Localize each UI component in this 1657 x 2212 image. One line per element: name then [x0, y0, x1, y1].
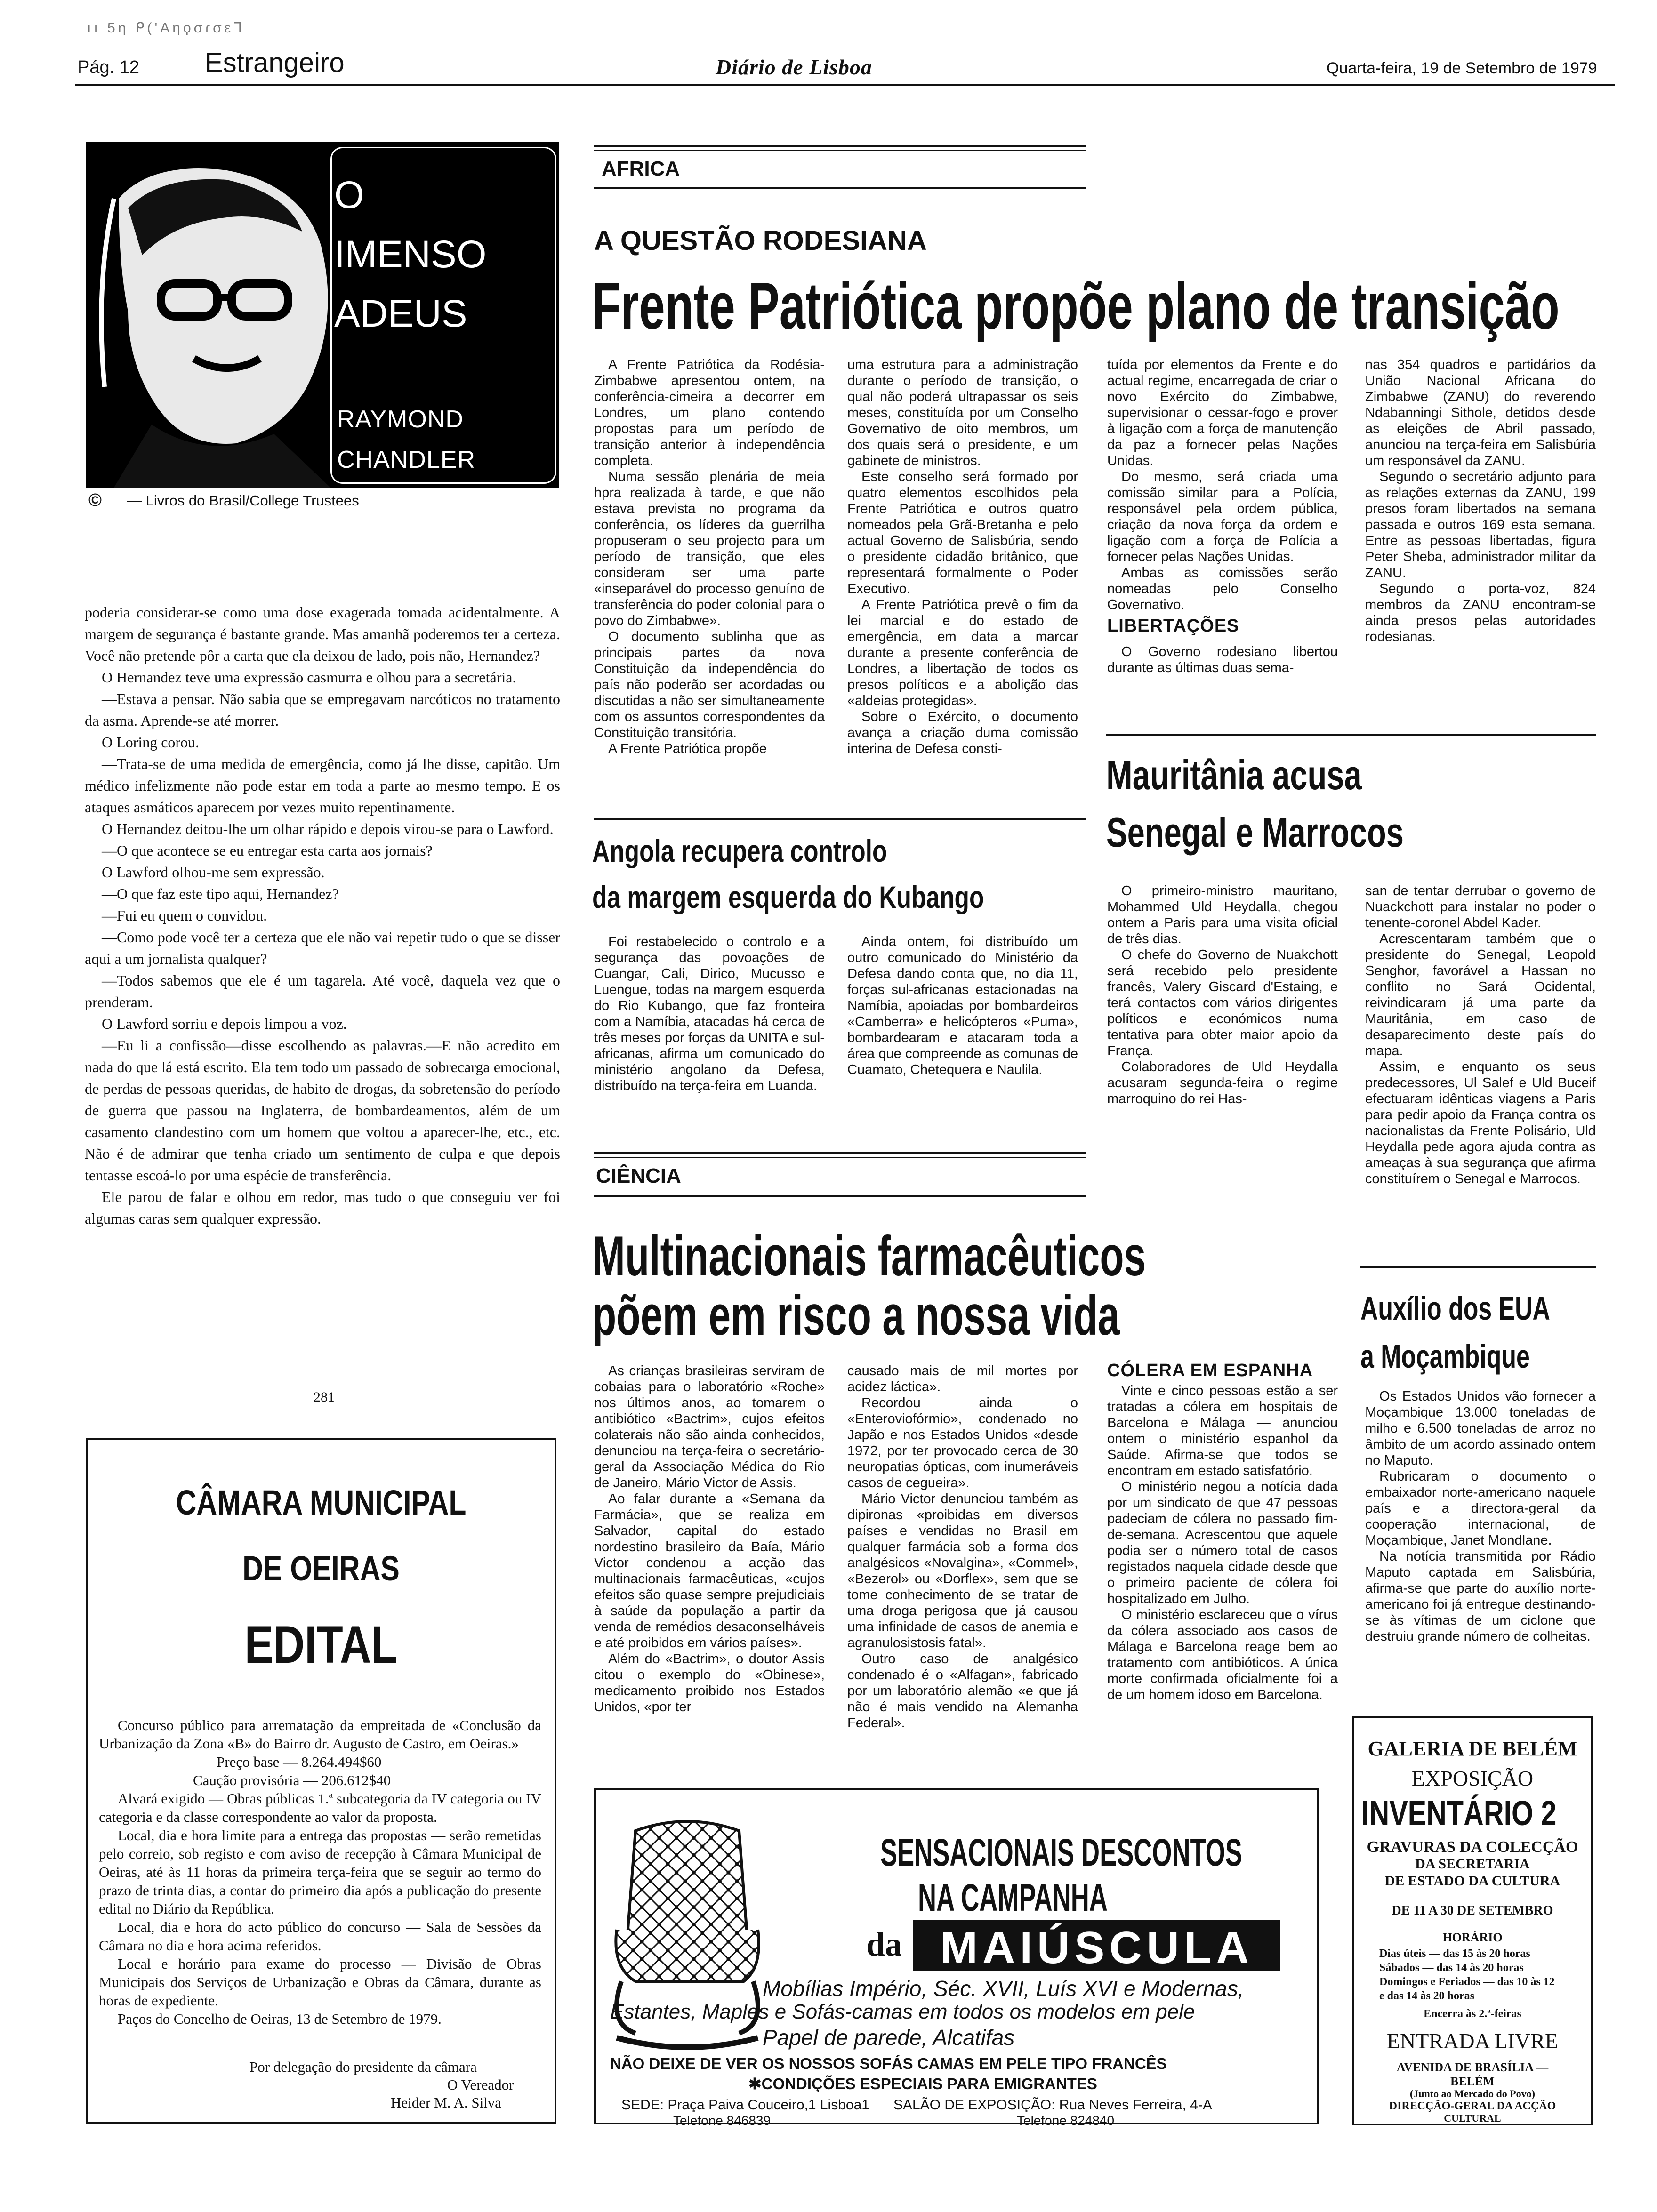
eua-col — [1365, 1388, 1596, 1718]
novel-paragraph: —O que acontece se eu entregar esta carta aos jornais? — [102, 842, 433, 859]
novel-paragraph: O Lawford sorriu e depois limpou a voz. — [102, 1015, 347, 1032]
ciencia-rule-bottom — [594, 1195, 1086, 1197]
angola-paragraph: Ainda ontem, foi distribuído um outro comunicado do Ministério da Defesa dando conta que, no dia 11, forças sul-africanas estacionadas na Namíbia, apoiadas por bombardeiros «Camberra» e helicópteros «Puma», bombardearam e atacaram toda a área que compreende as comunas de Cuamato, Chetequera e Naulila. — [847, 934, 1078, 1077]
eua-rule — [1360, 1266, 1596, 1268]
galeria-exposicao: EXPOSIÇÃO — [1411, 1766, 1534, 1790]
edital-paragraph: Preço base — 8.264.494$60 — [217, 1754, 382, 1770]
mauritania-paragraph: O chefe do Governo de Nuakchott será recebido pelo presidente francês, Valery Giscard d'Estaing, e terá contactos com vários dirigentes políticos e económicos numa tentativa para obter maior apoio da França. — [1107, 947, 1338, 1058]
africa-paragraph: O documento sublinha que as principais partes da nova Constituição da independência do país não poderão ser acordadas ou discutidas a não ser simultaneamente com os assuntos correspondentes da Constituição transitória. — [594, 629, 825, 740]
ciencia-rule-top-2 — [594, 1157, 1086, 1158]
eua-paragraph: Os Estados Unidos vão fornecer a Moçambique 13.000 toneladas de milho e 6.500 toneladas de arroz no âmbito de um acordo assinado ontem no Maputo. — [1365, 1389, 1596, 1468]
africa-paragraph: Segundo o porta-voz, 824 membros da ZANU encontram-se ainda presos pelas autoridades rodesianas. — [1365, 581, 1596, 644]
africa-paragraph: nas 354 quadros e partidários da União Nacional Africana do Zimbabwe (ZANU) do reverendo Ndabanningi Sithole, detidos desde as eleições de Abril passado, anunciou na terça-feira em Salisbúria um responsável da ZANU. — [1365, 357, 1596, 468]
novel-paragraph: —Como pode você ter a certeza que ele não vai repetir tudo o que se disser aqui a um jornalista qualquer? — [85, 929, 560, 967]
edital-paragraph: Caução provisória — 206.612$40 — [193, 1772, 391, 1788]
galeria-inventario: INVENTÁRIO 2 — [1361, 1794, 1557, 1833]
africa-paragraph: Do mesmo, será criada uma comissão similar para a Polícia, responsável pela ordem pública, criação da nova força da ordem e ligação com a força de Polícia a fornecer pelas Nações Unidas. — [1107, 469, 1338, 564]
novel-page-number: 281 — [314, 1389, 335, 1405]
africa-col-1 — [594, 357, 825, 814]
africa-paragraph: Ambas as comissões serão nomeadas pelo Conselho Governativo. — [1107, 565, 1338, 612]
africa-paragraph: tuída por elementos da Frente e do actual regime, encarregada de criar o novo Exército do Zimbabwe, supervisionar o cessar-fogo e prover à ligação com a força de manutenção da paz a fornecer pelas Nações Unidas. — [1107, 357, 1338, 468]
section-title: Estrangeiro — [205, 48, 345, 78]
ciencia-section: CIÊNCIA — [596, 1164, 681, 1187]
angola-col-1 — [594, 934, 825, 1103]
novel-author — [337, 399, 475, 480]
colera-paragraph: O ministério negou a notícia dada por um sindicato de que 47 pessoas padeciam de cólera no passado fim-de-semana. Acrescentou que aquele podia ser o número total de casos registados naquela cidade desde que o primeiro paciente de cólera foi hospitalizado em Julho. — [1107, 1479, 1338, 1606]
eua-paragraph: Na notícia transmitida por Rádio Maputo captada em Salisbúria, afirma-se que parte do auxílio norte-americano foi já entregue destinando-se às vítimas de um ciclone que destruiu grande número de colheitas. — [1365, 1549, 1596, 1644]
libertacoes-subhead: LIBERTAÇÕES — [1107, 616, 1239, 636]
mauscula-salao: SALÃO DE EXPOSIÇÃO: Rua Neves Ferreira, 4-A — [893, 2097, 1212, 2113]
africa-kicker: A QUESTÃO RODESIANA — [594, 225, 927, 256]
galeria-entrada: ENTRADA LIVRE — [1386, 2029, 1559, 2053]
edital-title-2: DE OEIRAS — [242, 1549, 400, 1588]
edital-title-1: CÂMARA MUNICIPAL — [176, 1483, 467, 1522]
mauscula-body-2: Estantes, Maples e Sofás-camas em todos os modelos em pele — [610, 2000, 1195, 2023]
angola-headline-1: Angola recupera controlo — [592, 834, 887, 868]
mauritania-paragraph: Acrescentaram também que o presidente do Senegal, Leopold Senghor, favorável a Hassan no conflito no Sará Ocidental, reivindicaram já uma parte da Mauritânia, em caso de desaparecimento deste país do mapa. — [1365, 931, 1596, 1058]
galeria-sub-1: GRAVURAS DA COLECÇÃO — [1367, 1838, 1578, 1856]
colera-col — [1107, 1360, 1338, 1774]
colera-subhead: CÓLERA EM ESPANHA — [1107, 1361, 1313, 1380]
mauscula-da: da — [866, 1925, 902, 1963]
novel-paragraph: —Fui eu quem o convidou. — [102, 907, 267, 924]
africa-paragraph: uma estrutura para a administração durante o período de transição, o qual não poderá ultrapassar os seis meses, constituída por um Conselho Governativo de oito membros, um dos quais será o presidente, e um gabinete de ministros. — [847, 357, 1078, 468]
africa-paragraph: Este conselho será formado por quatro elementos escolhidos pela Frente Patriótica e outros quatro nomeados pela Grã-Bretanha e pelo actual Governo de Salisbúria, sendo o presidente cidadão britânico, que representará formalmente o Poder Executivo. — [847, 469, 1078, 596]
edital-signoff-2: O Vereador — [447, 2076, 514, 2093]
novel-paragraph: —Eu li a confissão—disse escolhendo as palavras.—E não acredito em nada do que lá está escrito. Ela tem todo um passado de sobrecarga emocional, de perdas de pessoas queridas, de habito de drogas, da sobretensão do período de guerra que passou na Inglaterra, de bombardeamentos, além de um casamento clandestino com um homem que voltou a aparecer-lhe, etc., etc. Não é de admirar que tenha criado um sentimento de culpa e que depois tentasse escoá-lo por uma espécie de transferência. — [85, 1037, 560, 1184]
galeria-hours-2: Sábados — das 14 às 20 horas — [1379, 1962, 1524, 1974]
novel-author-line: CHANDLER — [337, 446, 476, 473]
mauritania-paragraph: O primeiro-ministro mauritano, Mohammed Uld Heydalla, chegou ontem a Paris para uma visita oficial de três dias. — [1107, 883, 1338, 946]
galeria-address-4: DIRECÇÃO-GERAL DA ACÇÃO — [1389, 2100, 1556, 2112]
africa-rule-top — [594, 145, 1086, 147]
ciencia-paragraph: Além do «Bactrim», o doutor Assis citou o exemplo do «Obinese», medicamento proibido nos Estados Unidos, «por ter — [594, 1651, 825, 1715]
novel-title-line: ADEUS — [334, 292, 467, 335]
mauscula-line-2: NA CAMPANHA — [918, 1876, 1108, 1919]
mauritania-headline-1: Mauritânia acusa — [1106, 752, 1362, 798]
copyright-symbol: © — [88, 490, 102, 510]
eua-paragraph: Rubricaram o documento o embaixador norte-americano naquele país e a directora-geral da cooperação internacional, de Moçambique, Janet Mondlane. — [1365, 1469, 1596, 1548]
africa-section: AFRICA — [602, 157, 680, 180]
edital-paragraph: Alvará exigido — Obras públicas 1.ª subcategoria da IV categoria ou IV categoria e da classe correspondente ao valor da proposta. — [99, 1790, 541, 1825]
edital-text — [99, 1716, 541, 2028]
africa-rule-bottom — [594, 187, 1086, 189]
novel-paragraph: poderia considerar-se como uma dose exagerada tomada acidentalmente. A margem de segurança é bastante grande. Mas amanhã poderemos ter a certeza. Você não pretende pôr a carta que ela deixou de lado, pois não, Hernandez? — [85, 604, 560, 664]
galeria-sub-2: DA SECRETARIA — [1415, 1856, 1530, 1872]
masthead: Diário de Lisboa — [716, 55, 872, 79]
mauritania-paragraph: Colaboradores de Uld Heydalla acusaram segunda-feira o regime marroquino do rei Has- — [1107, 1059, 1338, 1106]
galeria-address-5: CULTURAL — [1444, 2112, 1501, 2124]
ciencia-paragraph: Ao falar durante a «Semana da Farmácia», que se realiza em Salvador, capital do estado nordestino brasileiro da Baía, Mário Victor condenou a acção das multinacionais farmacêuticas, «cujos efeitos são quase sempre prejudiciais à saúde da população a partir da venda de remédios desaconselháveis e até proibidos em vários países». — [594, 1491, 825, 1651]
eua-headline-1: Auxílio dos EUA — [1360, 1290, 1550, 1327]
galeria-hours-1: Dias úteis — das 15 às 20 horas — [1379, 1948, 1530, 1960]
africa-paragraph: Sobre o Exército, o documento avança a criação duma comissão interina de Defesa consti- — [847, 709, 1078, 756]
galeria-address-3: (Junto ao Mercado do Povo) — [1409, 2088, 1536, 2100]
ciencia-paragraph: Recordou ainda o «Enteroviofórmio», condenado no Japão e nos Estados Unidos «desde 1972, por ter provocado cerca de 30 neuropatias ópticas, com inumeráveis casos de cegueira». — [847, 1395, 1078, 1491]
header-marks: ıı 5η ᑭ(ʹΑηϙσɾσεᒣ — [87, 20, 245, 36]
galeria-hours-5: Encerra às 2.ª-feiras — [1424, 2008, 1521, 2020]
africa-col-2 — [847, 357, 1078, 814]
novel-paragraph: O Loring corou. — [102, 734, 200, 751]
africa-paragraph: O Governo rodesiano libertou durante as últimas duas sema- — [1107, 644, 1338, 675]
galeria-dates: DE 11 A 30 DE SETEMBRO — [1392, 1903, 1553, 1918]
header-rule — [75, 84, 1615, 86]
page-number: Pág. 12 — [78, 57, 139, 77]
mauscula-salao-tel: Telefone 824840 — [1017, 2113, 1115, 2128]
issue-date: Quarta-feira, 19 de Setembro de 1979 — [1327, 59, 1597, 77]
mauscula-brand: MAIÚSCULA — [940, 1923, 1254, 1973]
ciencia-rule-top — [594, 1152, 1086, 1154]
galeria-title: GALERIA DE BELÉM — [1367, 1737, 1577, 1760]
colera-paragraph: O ministério esclareceu que o vírus da cólera associado aos casos de Málaga e Barcelona reage bem ao tratamento com antibióticos. A única morte confirmada oficialmente foi a de um homem idoso em Barcelona. — [1107, 1607, 1338, 1702]
ciencia-paragraph: causado mais de mil mortes por acidez láctica». — [847, 1363, 1078, 1395]
africa-paragraph: Segundo o secretário adjunto para as relações externas da ZANU, 199 presos foram libertados na semana passada e outros 169 esta semana. Entre as pessoas libertadas, figura Peter Sheba, administrador militar da ZANU. — [1365, 469, 1596, 580]
mauritania-headline-2: Senegal e Marrocos — [1106, 809, 1404, 856]
galeria-hours-4: e das 14 às 20 horas — [1379, 1990, 1475, 2002]
angola-rule — [594, 818, 1086, 820]
edital-signoff-3: Heider M. A. Silva — [391, 2094, 502, 2111]
edital-paragraph: Local, dia e hora limite para a entrega das propostas — serão remetidas pelo correio, sob registo e com aviso de recepção à Câmara Municipal de Oeiras, até às 11 horas da primeira terça-feira que se seguir ao termo do prazo de trinta dias, a contar do primeiro dia após a publicação do presente edital no Diário da República. — [99, 1827, 541, 1917]
novel-paragraph: —Trata-se de uma medida de emergência, como já lhe disse, capitão. Um médico infelizmente não pode estar em toda a parte ao mesmo tempo. E os ataques asmáticos aparecem por vezes muito repentinamente. — [85, 755, 560, 816]
novel-paragraph: Ele parou de falar e olhou em redor, mas tudo o que conseguiu ver foi algumas caras sem qualquer expressão. — [85, 1188, 560, 1227]
angola-paragraph: Foi restabelecido o controlo e a segurança das povoações de Cuangar, Cali, Dirico, Mucusso e Luengue, todas na margem esquerda do Rio Kubango, que faz fronteira com a Namíbia, atacadas há cerca de três meses por forças da UNITA e sul-africanas, afirma um comunicado do ministério angolano da Defesa, distribuído na terça-feira em Luanda. — [594, 934, 825, 1093]
mauritania-col-2 — [1365, 883, 1596, 1259]
africa-col-3 — [1107, 357, 1338, 714]
novel-author-line: RAYMOND — [337, 406, 464, 433]
novel-banner — [86, 142, 559, 488]
edital-paragraph: Local, dia e hora do acto público do concurso — Sala de Sessões da Câmara no dia e hora acima referidos. — [99, 1919, 541, 1954]
galeria-address-2: BELÉM — [1450, 2075, 1495, 2088]
mauscula-sede: SEDE: Praça Paiva Couceiro,1 Lisboa1 — [621, 2097, 869, 2113]
ciencia-col-2 — [847, 1363, 1078, 1772]
novel-paragraph: O Hernandez deitou-lhe um olhar rápido e depois virou-se para o Lawford. — [102, 820, 554, 837]
novel-paragraph: O Hernandez teve uma expressão casmurra e olhou para a secretária. — [102, 669, 516, 686]
novel-credit: — Livros do Brasil/College Trustees — [127, 492, 359, 509]
africa-paragraph: A Frente Patriótica propõe — [608, 741, 767, 756]
africa-rule-top-2 — [594, 150, 1086, 151]
angola-headline-2: da margem esquerda do Kubango — [592, 880, 984, 914]
colera-paragraph: Vinte e cinco pessoas estão a ser tratadas a cólera em hospitais de Barcelona e Málaga — anunciou ontem o ministério espanhol da Saúde. Afirma-se que todos se encontram em estado satisfatório. — [1107, 1383, 1338, 1478]
novel-text — [85, 601, 560, 1229]
eua-headline-2: a Moçambique — [1360, 1338, 1530, 1375]
mauscula-line-caps: NÃO DEIXE DE VER OS NOSSOS SOFÁS CAMAS EM PELE TIPO FRANCÊS — [610, 2055, 1167, 2072]
angola-col-2 — [847, 934, 1078, 1103]
mauritania-col-1 — [1107, 883, 1338, 1146]
edital-signoff-1: Por delegação do presidente da câmara — [249, 2059, 477, 2075]
africa-paragraph: A Frente Patriótica prevê o fim da lei marcial e do estado de emergência, em data a marcar durante a presente conferência de Londres, a libertação de todos os presos políticos e a abolição das «aldeias protegidas». — [847, 597, 1078, 708]
mauscula-body-1: Mobílias Império, Séc. XVII, Luís XVI e Modernas, — [763, 1976, 1244, 2001]
mauscula-brand-block — [913, 1920, 1280, 1971]
ciencia-paragraph: Mário Victor denunciou também as dipironas «proibidas em diversos países e vendidas no Brasil em qualquer farmácia sob a forma dos analgésicos «Novalgina», «Commel», «Bezerol» ou «Dorflex», sem que se tome conhecimento de se tratar de uma droga perigosa que já causou uma infinidade de casos de anemia e agranulosistosis fatal». — [847, 1491, 1078, 1651]
novel-title-line: O — [334, 174, 364, 216]
ciencia-headline-1: Multinacionais farmacêuticos — [592, 1225, 1146, 1288]
mauritania-rule — [1106, 734, 1596, 736]
mauscula-body-3: Papel de parede, Alcatifas — [763, 2025, 1015, 2050]
novel-paragraph: O Lawford olhou-me sem expressão. — [102, 864, 325, 881]
novel-title-line: IMENSO — [334, 233, 487, 276]
africa-headline: Frente Patriótica propõe plano de transição — [592, 269, 1560, 343]
mauscula-line-cond: ✱CONDIÇÕES ESPECIAIS PARA EMIGRANTES — [748, 2075, 1097, 2092]
mauscula-sede-tel: Telefone 846839 — [673, 2113, 771, 2128]
novel-paragraph: —Todos sabemos que ele é um tagarela. Até você, daquela vez que o prenderam. — [85, 972, 560, 1010]
author-portrait — [86, 142, 349, 488]
africa-paragraph: A Frente Patriótica da Rodésia-Zimbabwe apresentou ontem, na conferência-cimeira a decorrer em Londres, um plano contendo propostas para um período de transição anterior à independência completa. — [594, 357, 825, 468]
ciencia-headline-2: põem em risco a nossa vida — [592, 1284, 1120, 1347]
mauscula-line-1: SENSACIONAIS DESCONTOS — [880, 1831, 1242, 1874]
ciencia-col-1 — [594, 1363, 825, 1772]
ciencia-paragraph: As crianças brasileiras serviram de cobaias para o laboratório «Roche» nos últimos anos, ao tomarem o antibiótico «Bactrim», cujos efeitos colaterais não são ainda conhecidos, denunciou na terça-feira o secretário-geral da Associação Médica do Rio de Janeiro, Mário Victor de Assis. — [594, 1363, 825, 1491]
novel-paragraph: —Estava a pensar. Não sabia que se empregavam narcóticos no tratamento da asma. Aprende-se até morrer. — [85, 690, 560, 729]
edital-paragraph: Local e horário para exame do processo — Divisão de Obras Municipais dos Serviços de Urbanização e Obras da Câmara, durante as horas de expediente. — [99, 1956, 541, 2009]
galeria-address-1: AVENIDA DE BRASÍLIA — — [1396, 2060, 1549, 2074]
mauritania-paragraph: san de tentar derrubar o governo de Nuackchott para instalar no poder o tenente-coronel Abdel Kader. — [1365, 883, 1596, 930]
galeria-horario: HORÁRIO — [1442, 1931, 1503, 1944]
africa-paragraph: Numa sessão plenária de meia hpra realizada à tarde, e que não estava prevista no programa da conferência, os líderes da guerrilha propuseram o seu projecto para um período de transição, que eles consideram ser uma parte «inseparável do processo genuíno de transferência do poder colonial para o povo do Zimbabwe». — [594, 469, 825, 628]
edital-paragraph: Concurso público para arrematação da empreitada de «Conclusão da Urbanização da Zona «B» do Bairro dr. Augusto de Castro, em Oeiras.» — [99, 1717, 541, 1752]
edital-paragraph: Paços do Concelho de Oeiras, 13 de Setembro de 1979. — [118, 2011, 442, 2027]
edital-title-3: EDITAL — [244, 1615, 398, 1674]
ciencia-paragraph: Outro caso de analgésico condenado é o «Alfagan», fabricado por um laboratório alemão «e que já não é mais vendido na Alemanha Federal». — [847, 1651, 1078, 1731]
novel-paragraph: —O que faz este tipo aqui, Hernandez? — [102, 885, 339, 902]
galeria-hours-3: Domingos e Feriados — das 10 às 12 — [1379, 1976, 1555, 1988]
galeria-sub-3: DE ESTADO DA CULTURA — [1384, 1873, 1560, 1889]
novel-title — [334, 166, 486, 344]
africa-col-4 — [1365, 357, 1596, 714]
mauritania-paragraph: Assim, e enquanto os seus predecessores, Ul Salef e Uld Buceif efectuaram idênticas viagens a Paris para pedir apoio da França contra os nacionalistas da Frente Polisário, Uld Heydalla pede agora ajuda contra as ameaças à sua segurança que afirma constituírem o Senegal e Marrocos. — [1365, 1059, 1596, 1186]
